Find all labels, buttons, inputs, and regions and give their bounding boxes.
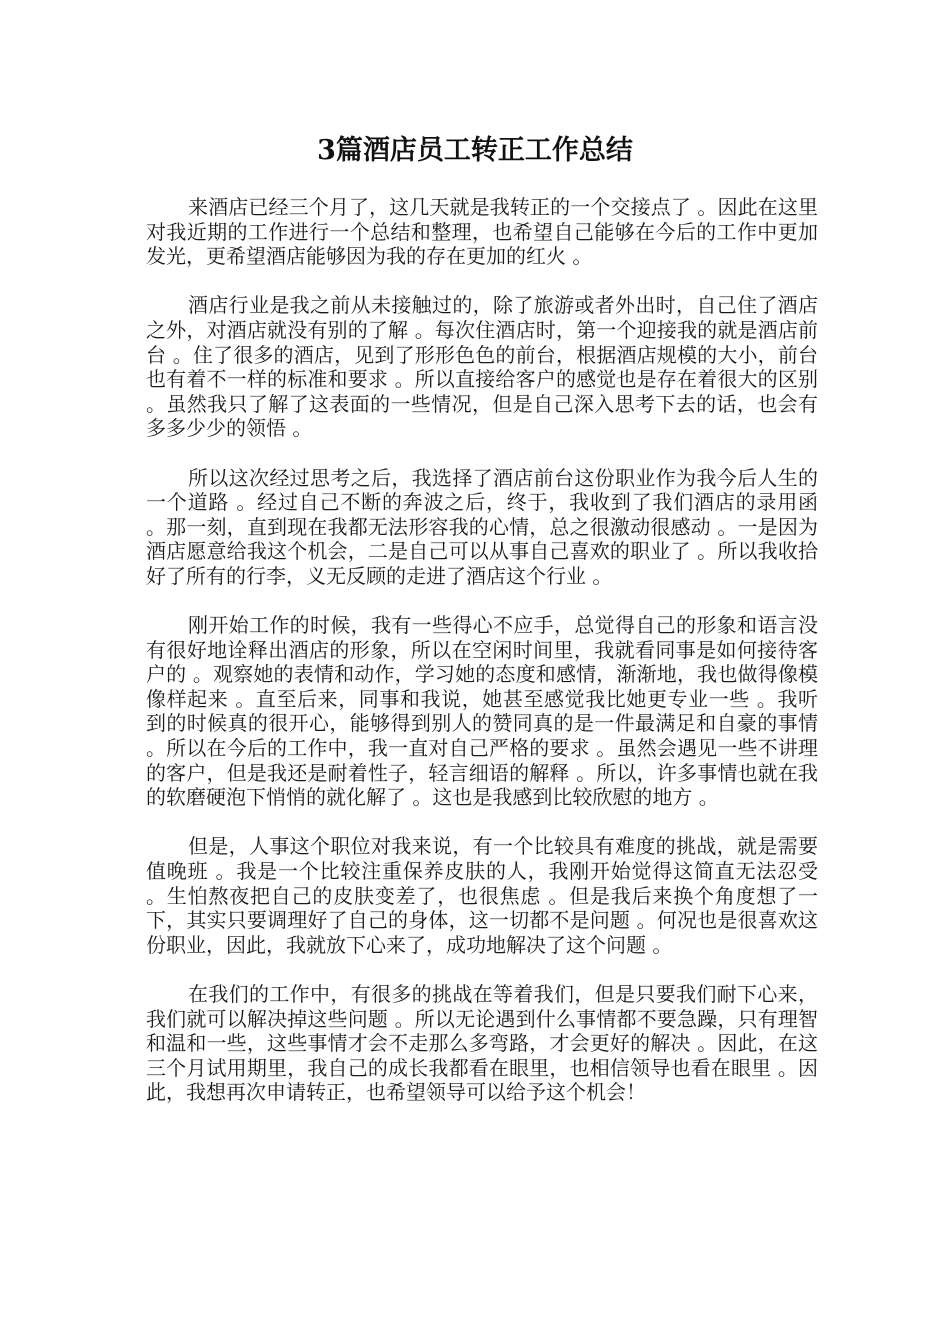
paragraph-4: 刚开始工作的时候，我有一些得心不应手，总觉得自己的形象和语言没有很好地诠释出酒店的形象，所以在空闲时间里，我就看同事是如何接待客户的 。观察她的表情和动作，学习她的态度和感情，渐渐地，我也做得像模像样起来 。直至后来，同事和我说，她甚至感觉我比她更专业一些 。我听到的时候真的很开心，能够得到别人的赞同真的是一件最满足和自豪的事情 。所以在今后的工作中，我一直对自己严格的要求 。虽然会遇见一些不讲理的客户，但是我还是耐着性子，轻言细语的解释 。所以，许多事情也就在我的软磨硬泡下悄悄的就化解了 。这也是我感到比较欣慰的地方 。 [146, 613, 818, 810]
paragraph-1: 来酒店已经三个月了，这几天就是我转正的一个交接点了 。因此在这里对我近期的工作进行一个总结和整理，也希望自己能够在今后的工作中更加发光，更希望酒店能够因为我的存在更加的红火 。 [146, 195, 818, 269]
document-body [146, 195, 818, 1130]
paragraph-6: 在我们的工作中，有很多的挑战在等着我们，但是只要我们耐下心来，我们就可以解决掉这些问题 。所以无论遇到什么事情都不要急躁，只有理智和温和一些，这些事情才会不走那么多弯路，才会更好的解决 。因此，在这三个月试用期里，我自己的成长我都看在眼里，也相信领导也看在眼里 。因此，我想再次申请转正，也希望领导可以给予这个机会！ [146, 982, 818, 1105]
paragraph-2: 酒店行业是我之前从未接触过的，除了旅游或者外出时，自己住了酒店之外，对酒店就没有别的了解 。每次住酒店时，第一个迎接我的就是酒店前台 。住了很多的酒店，见到了形形色色的前台，根据酒店规模的大小，前台也有着不一样的标准和要求 。所以直接给客户的感觉也是存在着很大的区别 。虽然我只了解了这表面的一些情况，但是自己深入思考下去的话，也会有多多少少的领悟 。 [146, 293, 818, 441]
document-title: 3篇酒店员工转正工作总结 [317, 135, 633, 166]
paragraph-3: 所以这次经过思考之后，我选择了酒店前台这份职业作为我今后人生的一个道路 。经过自己不断的奔波之后，终于，我收到了我们酒店的录用函 。那一刻，直到现在我都无法形容我的心情，总之很激动很感动 。一是因为酒店愿意给我这个机会，二是自己可以从事自己喜欢的职业了 。所以我收拾好了所有的行李，义无反顾的走进了酒店这个行业 。 [146, 465, 818, 588]
paragraph-5: 但是，人事这个职位对我来说，有一个比较具有难度的挑战，就是需要值晚班 。我是一个比较注重保养皮肤的人，我刚开始觉得这简直无法忍受 。生怕熬夜把自己的皮肤变差了，也很焦虑 。但是我后来换个角度想了一下，其实只要调理好了自己的身体，这一切都不是问题 。何况也是很喜欢这份职业，因此，我就放下心来了，成功地解决了这个问题 。 [146, 834, 818, 957]
